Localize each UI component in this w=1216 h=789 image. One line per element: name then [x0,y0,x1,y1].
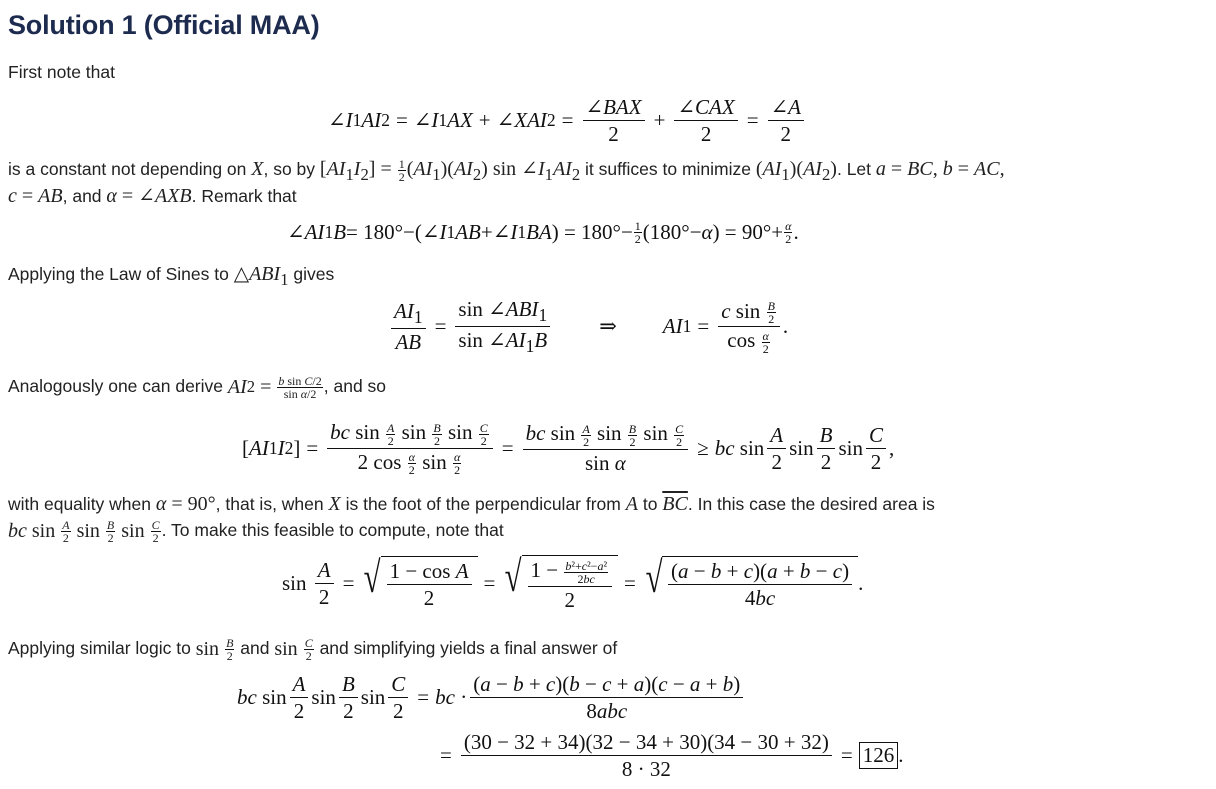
equation-angle-sum: ∠ I 1 AI 2 = ∠ I 1 AX + ∠ XAI 2 = $\frac{\text{∠BAX}}{2}$ + $\frac{\text{∠CAX}}{2}$ = $\frac{\angle A}{2}$ [328,95,807,146]
equation-final-line2: = $\frac{(30 - 32 + 34)(32 - 34 + 30)(34 - 30 + 32)}{8 \cdot 32}$ = 126 . [440,730,904,782]
equation-law-of-sines: $\frac{AI_1}{AB}$ = $\frac{\sin \angle ABI_1}{\sin \angle AI_1B}$ ⇒ AI 1 = c sin $\frac{B}{2}$ cos $\frac{\alpha}{2}$ . [388,297,788,357]
text-let: c = AB, and α = ∠AXB. Remark that [8,185,297,207]
solution-heading: Solution 1 (Official MAA) [8,10,320,40]
text-feasible: bc sin $\frac{A}{2}$ sin $\frac{B}{2}$ sin $\frac{C}{2}$ . To make this feasible to compute, note that [8,517,504,545]
equation-area-ai1i2: [ AI 1 I 2 ] = bc sin $\frac{A}{2}$ sin $\frac{B}{2}$ sin $\frac{C}{2}$ 2 cos $\frac{\alpha}{2}$ sin $\frac{\alpha}{2}$ = bc sin $\frac{A}{2}$ sin $\frac{B}{2}$ sin $\frac{C}{2}$ sin α ≥ bc sin $\frac{A}{2}$ sin $\frac{B}{2}$ sin $\frac{C}{2}$ , [242,420,895,478]
equation-final-line1: bc sin $\frac{A}{2}$ sin $\frac{B}{2}$ sin $\frac{C}{2}$ = bc · $\frac{(a - b + c)(b - c + a)(c - a + b)}{\text{8abc}}$ [237,672,746,723]
text-analogously: Analogously one can derive AI 2 = $\frac{\text{b sin C/2}}{\text{sin α/2}}$ , and so [8,373,387,401]
text-law-of-sines: Applying the Law of Sines to $\triangle ABI_1$ gives [8,263,335,289]
final-answer-box: 126 [859,742,899,769]
text-first-note: First note that [8,62,115,82]
text-equality: with equality when α = 90°, that is, when X is the foot of the perpendicular from A to $\overline{BC}$. In this case the desired area is [8,493,935,515]
text-constant: is a constant not depending on X, so by $[AI_1I_2]$ = $\frac{1}{2}$ $(AI_1)(AI_2)$ $\sin \angle I_1AI_2$ it suffices to minimize $(AI_1)(AI_2)$. Let a = BC, b = AC, [8,156,1005,184]
equation-half-angle: sin $\frac{A}{2}$ = √ $\frac{\text{1 − cos A}}{2}$ = √ 1 − $\frac{\text{b²+c²−a²}}{2bc}$ 2 = √ $\frac{(a - b + c)(a + b - c)}{4bc}$ . [282,552,864,612]
text-similar-logic: Applying similar logic to sin $\frac{B}{2}$ and sin $\frac{C}{2}$ and simplifying yields a final answer of [8,635,618,663]
equation-angle-ai1b: ∠ AI 1 B = 180°−(∠ I 1 AB +∠ I 1 BA ) = 180°− $\frac{1}{2}$ (180°− α ) = 90°+ $\frac{\alpha}{2}$ . [287,219,799,246]
